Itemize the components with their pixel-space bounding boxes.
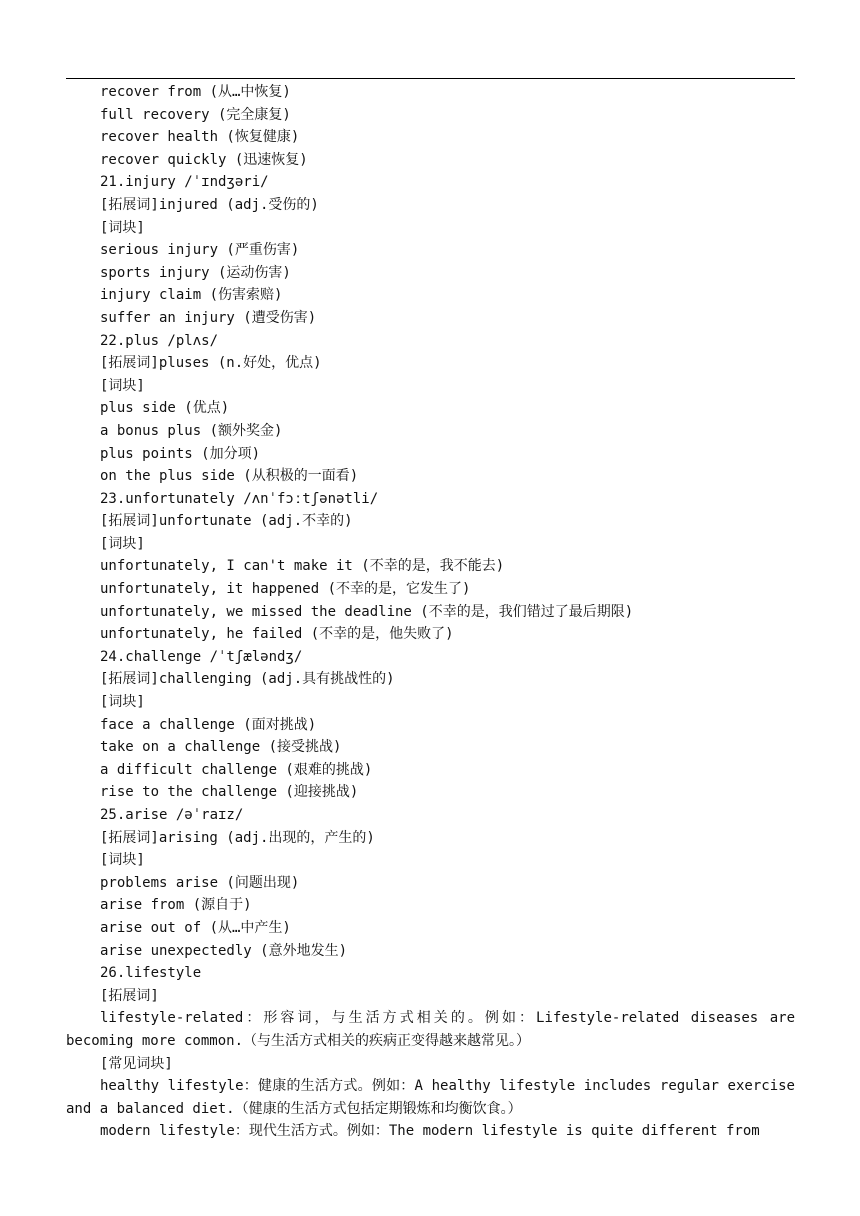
paragraph: modern lifestyle：现代生活方式。例如：The modern lifestyle is quite different from [100,1123,760,1140]
entry-heading: 21.injury /ˈɪndʒəri/ [100,174,269,191]
chunk-label: [词块] [100,694,145,711]
header-rule [66,78,795,79]
paragraph: lifestyle-related：形容词，与生活方式相关的。例如：Lifestyle-related diseases are becoming more common.（与生活方式相关的疾病正变得越来越常见。） [66,1010,795,1049]
text-line: injury claim (伤害索赔) [100,287,283,304]
chunk-label: [词块] [100,377,145,394]
chunk-label: [词块] [100,219,145,236]
text-line: sports injury (运动伤害) [100,264,291,281]
text-line: unfortunately, I can't make it (不幸的是，我不能去) [100,558,505,575]
text-line: a bonus plus (额外奖金) [100,422,283,439]
text-line: full recovery (完全康复) [100,106,291,123]
text-line: suffer an injury (遭受伤害) [100,309,317,326]
text-line: serious injury (严重伤害) [100,242,300,259]
extension-word: [拓展词]arising (adj.出现的，产生的) [100,829,375,846]
extension-word: [拓展词]injured (adj.受伤的) [100,196,319,213]
text-line: problems arise (问题出现) [100,874,300,891]
entry-heading: 23.unfortunately /ʌnˈfɔːtʃənətli/ [100,490,379,507]
entry-heading: 24.challenge /ˈtʃæləndʒ/ [100,648,303,665]
text-line: plus side (优点) [100,400,230,417]
vocabulary-content [66,81,795,1143]
extension-word: [拓展词]unfortunate (adj.不幸的) [100,513,353,530]
text-line: recover quickly (迅速恢复) [100,151,308,168]
text-line: face a challenge (面对挑战) [100,716,317,733]
text-line: rise to the challenge (迎接挑战) [100,784,359,801]
extension-word-label: [拓展词] [100,987,159,1004]
chunk-label: [词块] [100,535,145,552]
entry-heading: 25.arise /əˈraɪz/ [100,807,244,823]
text-line: unfortunately, we missed the deadline (不幸的是，我们错过了最后期限) [100,603,634,620]
text-line: a difficult challenge (艰难的挑战) [100,761,373,778]
text-line: take on a challenge (接受挑战) [100,739,342,756]
text-line: arise out of (从…中产生) [100,919,291,936]
entry-heading: 22.plus /plʌs/ [100,332,219,349]
extension-word: [拓展词]challenging (adj.具有挑战性的) [100,671,395,688]
paragraph: healthy lifestyle：健康的生活方式。例如：A healthy lifestyle includes regular exercise and a balanced diet.（健康的生活方式包括定期锻炼和均衡饮食。） [66,1078,795,1117]
entry-heading: 26.lifestyle [100,965,202,982]
chunk-label: [词块] [100,852,145,869]
text-line: unfortunately, he failed (不幸的是，他失败了) [100,626,454,643]
common-chunks-label: [常见词块] [100,1055,173,1072]
extension-word: [拓展词]pluses (n.好处，优点) [100,355,322,372]
text-line: recover health (恢复健康) [100,129,300,146]
text-line: on the plus side (从积极的一面看) [100,468,359,485]
text-line: plus points (加分项) [100,445,261,462]
text-line: arise unexpectedly (意外地发生) [100,942,348,959]
text-line: recover from (从…中恢复) [100,84,291,100]
text-line: unfortunately, it happened (不幸的是，它发生了) [100,581,471,598]
text-line: arise from (源自于) [100,897,252,914]
